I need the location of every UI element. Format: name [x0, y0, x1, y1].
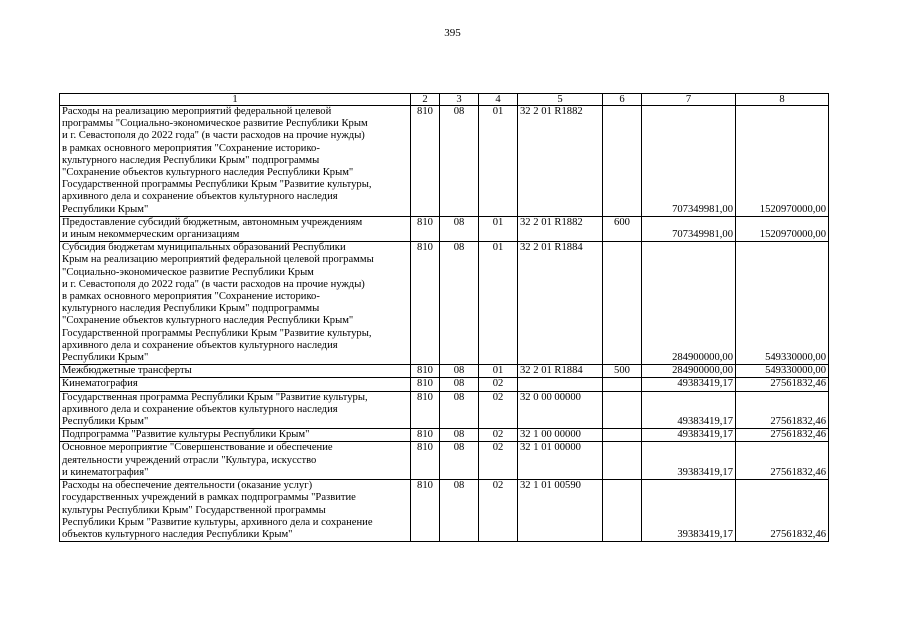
column-header: 5 — [518, 94, 603, 106]
table-row — [60, 365, 829, 378]
cell-col8: 549330000,00 — [736, 365, 829, 378]
cell-col6: 500 — [603, 365, 642, 378]
table-row — [60, 216, 829, 241]
description-line: Государственная программа Республики Крым "Развитие культуры, — [62, 391, 368, 403]
column-header: 3 — [440, 94, 479, 106]
cell-col7: 49383419,17 — [642, 378, 736, 391]
description-line: культурного наследия Республики Крым" подпрограммы — [62, 154, 320, 166]
cell-col4: 02 — [479, 442, 518, 480]
cell-col5: 32 1 01 00000 — [518, 442, 603, 480]
cell-col5 — [518, 378, 603, 391]
description-line: и г. Севастополя до 2022 года" (в части расходов на прочие нужды) — [62, 278, 365, 290]
cell-col4: 01 — [479, 365, 518, 378]
cell-col8: 27561832,46 — [736, 391, 829, 429]
cell-col7: 284900000,00 — [642, 242, 736, 365]
description-line: Республики Крым" — [62, 416, 149, 428]
column-header: 1 — [60, 94, 411, 106]
table-row — [60, 378, 829, 391]
cell-col4: 01 — [479, 242, 518, 365]
row-description — [60, 216, 411, 241]
cell-col6 — [603, 378, 642, 391]
cell-col2: 810 — [411, 242, 440, 365]
description-line: Кинематография — [62, 378, 138, 390]
description-line: Основное мероприятие "Совершенствование и обеспечение — [62, 442, 333, 454]
description-line: культурного наследия Республики Крым" подпрограммы — [62, 303, 320, 315]
cell-col2: 810 — [411, 480, 440, 542]
cell-col3: 08 — [440, 442, 479, 480]
description-line: Государственной программы Республики Крым "Развитие культуры, — [62, 327, 372, 339]
cell-col3: 08 — [440, 242, 479, 365]
cell-col2: 810 — [411, 106, 440, 217]
description-line: программы "Социально-экономическое развитие Республики Крым — [62, 118, 368, 130]
description-line: и кинематография" — [62, 466, 149, 478]
column-header: 7 — [642, 94, 736, 106]
cell-col3: 08 — [440, 480, 479, 542]
column-header: 4 — [479, 94, 518, 106]
cell-col7: 49383419,17 — [642, 429, 736, 442]
cell-col7: 284900000,00 — [642, 365, 736, 378]
cell-col7: 49383419,17 — [642, 391, 736, 429]
description-line: "Социально-экономическое развитие Республики Крым — [62, 266, 314, 278]
cell-col8: 27561832,46 — [736, 378, 829, 391]
description-line: архивного дела и сохранение объектов культурного наследия — [62, 403, 338, 415]
cell-col7: 707349981,00 — [642, 106, 736, 217]
description-line: Крым на реализацию мероприятий федеральной целевой программы — [62, 254, 374, 266]
cell-col8: 27561832,46 — [736, 480, 829, 542]
description-line: архивного дела и сохранение объектов культурного наследия — [62, 191, 338, 203]
table-row — [60, 391, 829, 429]
cell-col3: 08 — [440, 216, 479, 241]
cell-col3: 08 — [440, 365, 479, 378]
description-line: Межбюджетные трансферты — [62, 365, 192, 377]
table-row — [60, 242, 829, 365]
table-row — [60, 442, 829, 480]
description-line: Республики Крым" — [62, 352, 149, 364]
column-header: 6 — [603, 94, 642, 106]
description-line: и иным некоммерческим организациям — [62, 229, 240, 241]
cell-col5: 32 0 00 00000 — [518, 391, 603, 429]
description-line: объектов культурного наследия Республики Крым" — [62, 528, 293, 540]
cell-col5: 32 2 01 R1882 — [518, 216, 603, 241]
description-line: в рамках основного мероприятия "Сохранение историко- — [62, 291, 320, 303]
description-line: Предоставление субсидий бюджетным, автономным учреждениям — [62, 216, 363, 228]
cell-col6 — [603, 242, 642, 365]
description-line: государственных учреждений в рамках подпрограммы "Развитие — [62, 492, 356, 504]
cell-col6 — [603, 442, 642, 480]
description-line: культуры Республики Крым" Государственной программы — [62, 504, 326, 516]
description-line: Республики Крым" — [62, 203, 149, 215]
column-header-row — [60, 94, 829, 106]
cell-col2: 810 — [411, 365, 440, 378]
cell-col3: 08 — [440, 106, 479, 217]
cell-col6: 600 — [603, 216, 642, 241]
description-line: Расходы на обеспечение деятельности (оказание услуг) — [62, 480, 313, 492]
row-description — [60, 242, 411, 365]
description-line: архивного дела и сохранение объектов культурного наследия — [62, 339, 338, 351]
table-row — [60, 106, 829, 217]
table-row — [60, 480, 829, 542]
cell-col3: 08 — [440, 378, 479, 391]
table-row — [60, 429, 829, 442]
row-description — [60, 442, 411, 480]
page-number: 395 — [444, 27, 461, 39]
cell-col5: 32 2 01 R1884 — [518, 365, 603, 378]
cell-col8: 27561832,46 — [736, 442, 829, 480]
cell-col2: 810 — [411, 378, 440, 391]
description-line: в рамках основного мероприятия "Сохранение историко- — [62, 142, 320, 154]
cell-col2: 810 — [411, 429, 440, 442]
cell-col5: 32 1 01 00590 — [518, 480, 603, 542]
cell-col2: 810 — [411, 442, 440, 480]
description-line: Расходы на реализацию мероприятий федеральной целевой — [62, 106, 332, 117]
cell-col7: 39383419,17 — [642, 442, 736, 480]
cell-col5: 32 2 01 R1882 — [518, 106, 603, 217]
column-header: 8 — [736, 94, 829, 106]
cell-col6 — [603, 480, 642, 542]
description-line: Республики Крым "Развитие культуры, архивного дела и сохранение — [62, 516, 373, 528]
row-description — [60, 429, 411, 442]
description-line: и г. Севастополя до 2022 года" (в части расходов на прочие нужды) — [62, 130, 365, 142]
cell-col6 — [603, 106, 642, 217]
cell-col4: 01 — [479, 216, 518, 241]
budget-table — [59, 93, 829, 542]
cell-col4: 02 — [479, 480, 518, 542]
description-line: Подпрограмма "Развитие культуры Республики Крым" — [62, 429, 310, 441]
cell-col4: 02 — [479, 378, 518, 391]
cell-col7: 39383419,17 — [642, 480, 736, 542]
cell-col8: 1520970000,00 — [736, 106, 829, 217]
cell-col6 — [603, 391, 642, 429]
cell-col4: 01 — [479, 106, 518, 217]
cell-col5: 32 1 00 00000 — [518, 429, 603, 442]
column-header: 2 — [411, 94, 440, 106]
cell-col3: 08 — [440, 429, 479, 442]
cell-col8: 549330000,00 — [736, 242, 829, 365]
row-description — [60, 480, 411, 542]
row-description — [60, 106, 411, 217]
cell-col4: 02 — [479, 391, 518, 429]
description-line: Государственной программы Республики Крым "Развитие культуры, — [62, 179, 372, 191]
cell-col2: 810 — [411, 216, 440, 241]
cell-col6 — [603, 429, 642, 442]
cell-col8: 27561832,46 — [736, 429, 829, 442]
description-line: "Сохранение объектов культурного наследия Республики Крым" — [62, 315, 354, 327]
cell-col3: 08 — [440, 391, 479, 429]
cell-col4: 02 — [479, 429, 518, 442]
cell-col2: 810 — [411, 391, 440, 429]
description-line: Субсидия бюджетам муниципальных образований Республики — [62, 242, 346, 254]
description-line: деятельности учреждений отрасли "Культура, искусство — [62, 454, 317, 466]
description-line: "Сохранение объектов культурного наследия Республики Крым" — [62, 167, 354, 179]
row-description — [60, 391, 411, 429]
row-description — [60, 378, 411, 391]
cell-col8: 1520970000,00 — [736, 216, 829, 241]
cell-col7: 707349981,00 — [642, 216, 736, 241]
row-description — [60, 365, 411, 378]
cell-col5: 32 2 01 R1884 — [518, 242, 603, 365]
